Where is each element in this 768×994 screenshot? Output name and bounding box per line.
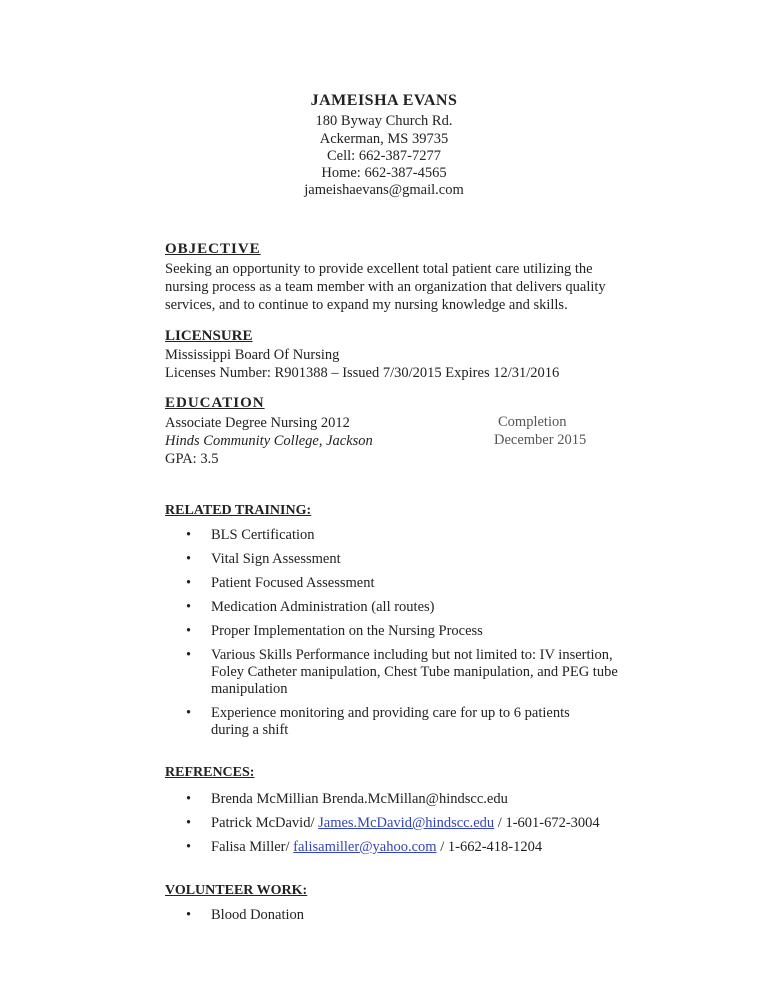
licensure-heading: LICENSURE: [165, 328, 253, 344]
reference-phone: / 1-662-418-1204: [436, 839, 543, 855]
list-item: • Experience monitoring and providing care for up to 6 patients during a shift: [165, 705, 591, 739]
list-item: • BLS Certification: [165, 527, 635, 544]
home-phone: Home: 662-387-4565: [321, 165, 447, 181]
list-item: [165, 839, 635, 856]
volunteer-heading: VOLUNTEER WORK:: [165, 883, 308, 898]
reference-phone: / 1-601-672-3004: [494, 815, 600, 831]
list-item: • Various Skills Performance including but not limited to: IV insertion, Foley Catheter manipulation, Chest Tube manipulation, and PEG tube manipulation: [165, 647, 621, 698]
reference-text: Brenda McMillian Brenda.McMillan@hindscc.edu: [211, 791, 508, 807]
list-item: • Medication Administration (all routes): [165, 599, 635, 616]
list-item: • Blood Donation: [165, 907, 635, 924]
completion-date: December 2015: [494, 432, 587, 448]
education-heading: EDUCATION: [165, 395, 265, 411]
list-item: [165, 791, 635, 808]
list-item: • Patient Focused Assessment: [165, 575, 635, 592]
reference-email-link[interactable]: falisamiller@yahoo.com: [293, 839, 437, 855]
completion-label: Completion: [498, 414, 567, 430]
candidate-name: JAMEISHA EVANS: [310, 92, 458, 109]
reference-email-link[interactable]: James.McDavid@hindscc.edu: [318, 815, 495, 831]
email: jameishaevans@gmail.com: [304, 182, 464, 198]
references-list: [165, 791, 635, 856]
licensure-board: Mississippi Board Of Nursing: [165, 347, 340, 363]
cell-phone: Cell: 662-387-7277: [327, 148, 441, 164]
address-line-2: Ackerman, MS 39735: [319, 131, 449, 147]
training-heading: RELATED TRAINING:: [165, 503, 312, 518]
reference-name: Patrick McDavid/: [211, 815, 319, 831]
degree: Associate Degree Nursing 2012: [165, 415, 350, 431]
objective-text: Seeking an opportunity to provide excellent total patient care utilizing the nursing process as a team member with an organization that delivers quality services, and to continue to expand my nursing knowledge and skills.: [165, 261, 606, 313]
gpa: GPA: 3.5: [165, 451, 219, 467]
objective-heading: OBJECTIVE: [165, 241, 261, 257]
list-item: • Vital Sign Assessment: [165, 551, 635, 568]
reference-name: Falisa Miller/: [211, 839, 294, 855]
license-number: Licenses Number: R901388 – Issued 7/30/2015 Expires 12/31/2016: [165, 365, 560, 381]
volunteer-list: [165, 907, 635, 924]
school: Hinds Community College, Jackson: [165, 433, 373, 449]
references-heading: REFRENCES:: [165, 765, 255, 780]
list-item: [165, 815, 635, 832]
list-item: • Proper Implementation on the Nursing Process: [165, 623, 635, 640]
address-line-1: 180 Byway Church Rd.: [315, 113, 453, 129]
training-list: [165, 527, 635, 739]
